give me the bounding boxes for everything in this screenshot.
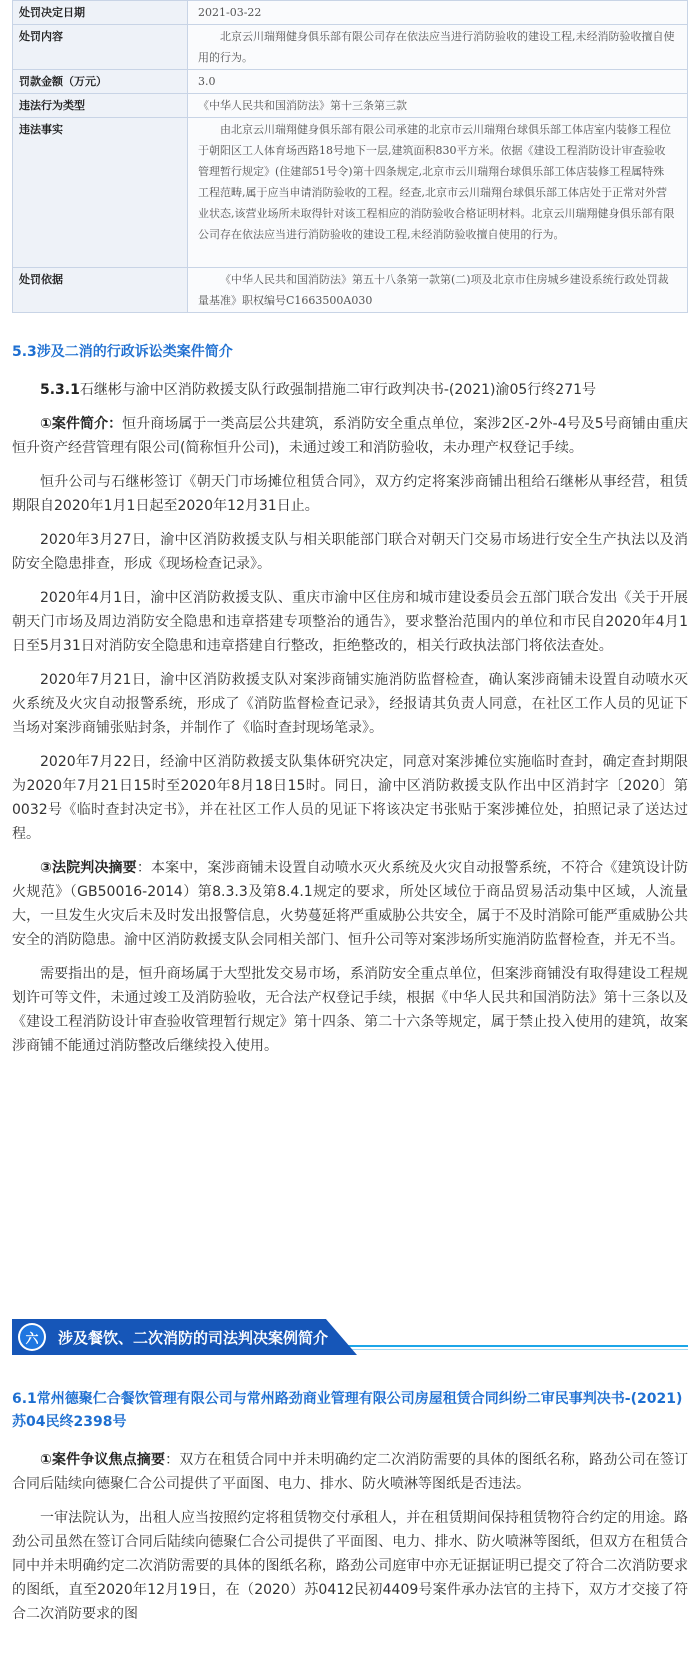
paragraph: 恒升公司与石继彬签订《朝天门市场摊位租赁合同》，双方约定将案涉商铺出租给石继彬从事经营，租赁期限自2020年1月1日起至2020年12月31日止。 <box>12 474 688 514</box>
paragraph: ①案件争议焦点摘要：双方在租赁合同中并未明确约定二次消防需要的具体的图纸名称，路劲公司在签订合同后陆续向德聚仁合公司提供了平面图、电力、排水、防火喷淋等图纸是否违法。 <box>12 1452 689 1492</box>
row-label: 违法事实 <box>13 118 188 268</box>
paragraph: ①案件简介：恒升商场属于一类高层公共建筑，系消防安全重点单位，案涉2区-2外-4号及5号商铺由重庆恒升资产经营管理有限公司(简称恒升公司)，未通过竣工和消防验收，未办理产权登记手续。 <box>12 416 688 456</box>
paragraph: ③法院判决摘要：本案中，案涉商铺未设置自动喷水灭火系统及火灾自动报警系统，不符合《建筑设计防火规范》（GB50016-2014）第8.3.3及第8.4.1规定的要求，所处区域位于商品贸易活动集中区域，人流量大，一旦发生火灾后未及时发出报警信息，火势蔓延将严重威胁公共安全，属于不及时消除可能严重威胁公共安全的消防隐患。渝中区消防救援支队会同相关部门、恒升公司等对案涉场所实施消防监督检查，并无不当。 <box>12 860 688 948</box>
row-label: 处罚内容 <box>13 25 188 70</box>
row-value: 《中华人民共和国消防法》第五十八条第一款第(二)项及北京市住房城乡建设系统行政处罚裁量基准》职权编号C1663500A030 <box>188 268 688 313</box>
row-label: 处罚决定日期 <box>13 1 188 25</box>
case-number: 5.3.1 <box>40 382 80 398</box>
paragraph: 一审法院认为，出租人应当按照约定将租赁物交付承租人，并在租赁期间保持租赁物符合约定的用途。路劲公司虽然在签订合同后陆续向德聚仁合公司提供了平面图、电力、排水、防火喷淋等图纸，但双方在租赁合同中并未明确约定二次消防需要的具体的图纸名称，路劲公司庭审中亦无证据证明已提交了符合二次消防要求的图纸，直至2020年12月19日，在（2020）苏0412民初4409号案件承办法官的主持下，双方才交接了符合二次消防要求的图 <box>12 1510 688 1622</box>
paragraph: 2020年4月1日，渝中区消防救援支队、重庆市渝中区住房和城市建设委员会五部门联合发出《关于开展朝天门市场及周边消防安全隐患和违章搭建专项整治的通告》，要求整治范围内的单位和市民自2020年4月1日至5月31日对消防安全隐患和违章搭建自行整改，拒绝整改的，相关行政执法部门将依法查处。 <box>12 590 688 654</box>
table-row <box>13 70 688 94</box>
table-row <box>13 25 688 70</box>
paragraph: 2020年7月21日，渝中区消防救援支队对案涉商铺实施消防监督检查，确认案涉商铺未设置自动喷水灭火系统及火灾自动报警系统，形成了《消防监督检查记录》，经报请其负责人同意，在社区工作人员的见证下当场对案涉商铺张贴封条，并制作了《临时查封现场笔录》。 <box>12 672 688 736</box>
paragraph-label: ①案件争议焦点摘要 <box>40 1452 166 1468</box>
banner-title: 涉及餐饮、二次消防的司法判决案例简介 <box>58 1329 329 1347</box>
paragraph-label: ①案件简介： <box>40 416 123 432</box>
row-value: 由北京云川瑞翔健身俱乐部有限公司承建的北京市云川瑞翔台球俱乐部工体店室内装修工程位于朝阳区工人体育场西路18号地下一层,建筑面积830平方米。依据《建设工程消防设计审查验收管理暂行规定》(住建部51号令)第十四条规定,北京市云川瑞翔台球俱乐部工体店装修工程属特殊工程范畴,属于应当申请消防验收的工程。经查,北京市云川瑞翔台球俱乐部工体店处于正常对外营业状态,该营业场所未取得针对该工程相应的消防验收合格证明材料。北京云川瑞翔健身俱乐部有限公司存在依法应当进行消防验收的建设工程,未经消防验收擅自使用的行为。 <box>188 118 688 268</box>
table-row <box>13 118 688 268</box>
row-value: 2021-03-22 <box>188 1 688 25</box>
row-label: 处罚依据 <box>13 268 188 313</box>
badge-text: 六 <box>20 1325 44 1349</box>
row-label: 违法行为类型 <box>13 94 188 118</box>
section-heading: 6.1常州德聚仁合餐饮管理有限公司与常州路劲商业管理有限公司房屋租赁合同纠纷二审民事判决书-(2021)苏04民终2398号 <box>12 1391 683 1430</box>
paragraph-label: ③法院判决摘要 <box>40 860 137 876</box>
table-row <box>13 94 688 118</box>
banner-line <box>337 1345 688 1347</box>
section-banner <box>12 1319 688 1359</box>
row-value: 3.0 <box>188 70 688 94</box>
table-row <box>13 1 688 25</box>
row-label: 罚款金额（万元） <box>13 70 188 94</box>
row-value: 北京云川瑞翔健身俱乐部有限公司存在依法应当进行消防验收的建设工程,未经消防验收擅自使用的行为。 <box>188 25 688 70</box>
paragraph: 2020年7月22日，经渝中区消防救援支队集体研究决定，同意对案涉摊位实施临时查封，确定查封期限为2020年7月21日15时至2020年8月18日15时。同日，渝中区消防救援支队作出中区消封字〔2020〕第0032号《临时查封决定书》，并在社区工作人员的见证下将该决定书张贴于案涉摊位处，拍照记录了送达过程。 <box>12 754 688 842</box>
paragraph: 需要指出的是，恒升商场属于大型批发交易市场，系消防安全重点单位，但案涉商铺没有取得建设工程规划许可等文件，未通过竣工及消防验收，无合法产权登记手续，根据《中华人民共和国消防法》第十三条以及《建设工程消防设计审查验收管理暂行规定》第十四条、第二十六条等规定，属于禁止投入使用的建筑，故案涉商铺不能通过消防整改后继续投入使用。 <box>12 966 688 1054</box>
case-title <box>0 378 700 402</box>
row-value: 《中华人民共和国消防法》第十三条第三款 <box>188 94 688 118</box>
section-61 <box>0 1388 700 1626</box>
paragraph: 2020年3月27日，渝中区消防救援支队与相关职能部门联合对朝天门交易市场进行安全生产执法以及消防安全隐患排查，形成《现场检查记录》。 <box>12 532 688 572</box>
section-heading: 5.3涉及二消的行政诉讼类案件简介 <box>12 344 233 360</box>
section-number-badge <box>18 1323 46 1351</box>
case-title-text: 石继彬与渝中区消防救援支队行政强制措施二审行政判决书-(2021)渝05行终271号 <box>79 382 597 398</box>
table-row <box>13 268 688 313</box>
penalty-table <box>12 0 688 313</box>
banner-line-thin <box>337 1349 688 1350</box>
